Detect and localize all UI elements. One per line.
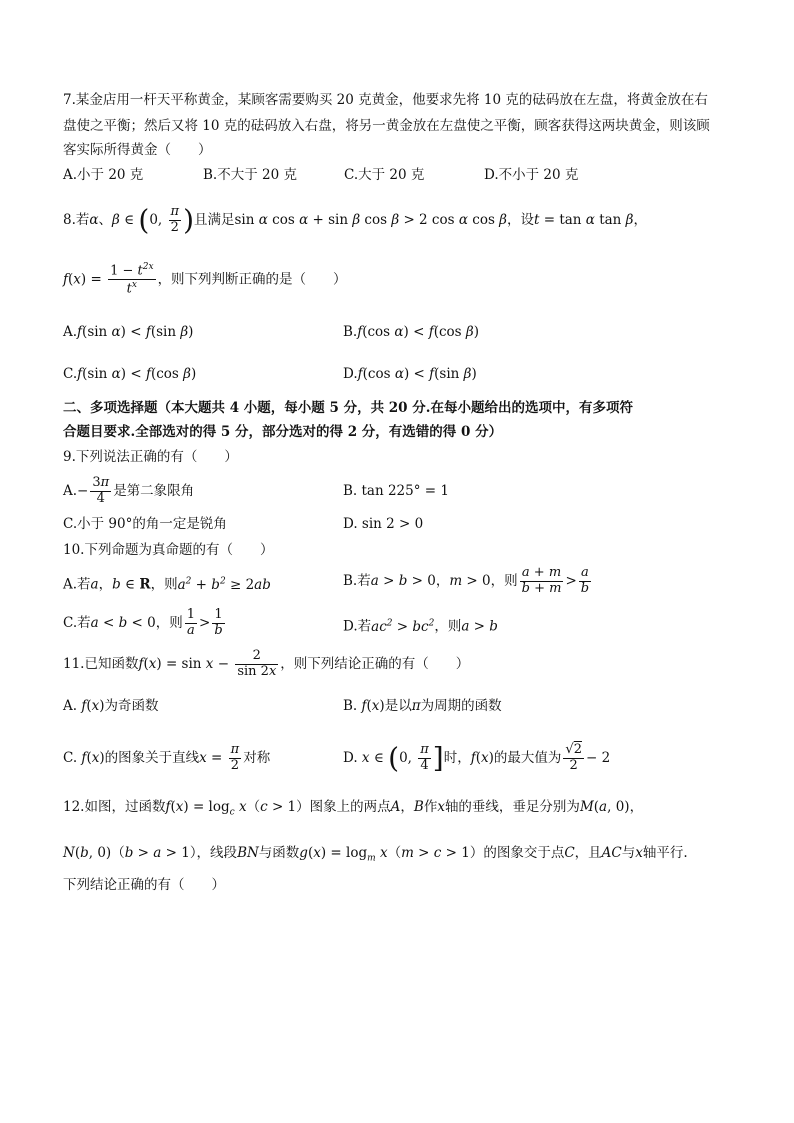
q7-line-2: 盘使之平衡；然后又将 10 克的砝码放入右盘，将另一黄金放在左盘使之平衡，顾客获得这两块黄金，则该顾 xyxy=(63,118,710,134)
q11-stem: 11.已知函数f(x) = sin x − $\frac{2}{\sin 2x}$ ，则下列结论正确的有（ ） xyxy=(63,648,470,679)
q11-option-b: B. f(x)是以π为周期的函数 xyxy=(343,698,502,714)
q9-option-d: D. sin 2 > 0 xyxy=(343,516,424,532)
q8-line-1: 8.若α、β ∈ (0, $\frac{\pi}{2}$ )且满足sin α cos α + sin β cos β > 2 cos α cos β，设t = tan α tan β， xyxy=(63,203,647,237)
q11-option-c: C. f(x)的图象关于直线x = $\frac{\pi}{2}$ 对称 xyxy=(63,742,271,773)
q10-option-d: D.若$ac^2 > bc^2$，则a > b xyxy=(343,618,498,635)
q7-line-3: 客实际所得黄金（ ） xyxy=(63,142,212,158)
q7-option-c: C.大于 20 克 xyxy=(344,167,425,183)
q10-stem: 10.下列命题为真命题的有（ ） xyxy=(63,542,274,558)
q8-option-b: B.f(cos α) < f(cos β) xyxy=(343,324,479,340)
q7-option-b: B.不大于 20 克 xyxy=(203,167,297,183)
q12-line-3: 下列结论正确的有（ ） xyxy=(63,877,225,893)
q12-line-2: N(b, 0)（b > a > 1），线段BN与函数$g(x) = \log_m x(m > c > 1)$的图象交于点C，且AC与x轴平行. xyxy=(63,845,688,864)
q7-options xyxy=(63,165,578,185)
q9-option-b: B. tan 225° = 1 xyxy=(343,483,449,499)
q7-line-1: 7.某金店用一杆天平称黄金，某顾客需要购买 20 克黄金，他要求先将 10 克的砝码放在左盘，将黄金放在右 xyxy=(63,92,708,108)
q9-option-c: C.小于 90°的角一定是锐角 xyxy=(63,516,227,532)
q7-option-d: D.不小于 20 克 xyxy=(484,167,579,183)
q10-option-c: C.若a < b < 0，则 $\frac{1}{a}$ > $\frac{1}{b}$ xyxy=(63,607,223,638)
q11-option-d: D. x ∈ (0, $\frac{\pi}{4}$ ]时，f(x)的最大值为 $\frac{√2}{2}$ − 2 xyxy=(343,741,611,775)
q8-option-d: D.f(cos α) < f(sin β) xyxy=(343,366,477,382)
q9-option-a: A.− $\frac{3\pi}{4}$ 是第二象限角 xyxy=(63,475,195,506)
q8-option-c: C.f(sin α) < f(cos β) xyxy=(63,366,197,382)
q11-option-a: A. f(x)为奇函数 xyxy=(63,698,159,714)
section-2-heading-line-1: 二、多项选择题（本大题共 4 小题，每小题 5 分，共 20 分.在每小题给出的选项中，有多项符 xyxy=(63,400,633,416)
q12-line-1: 12.如图，过函数$f(x) = \log_c x(c > 1)$图象上的两点A，B作x轴的垂线，垂足分别为M(a, 0)， xyxy=(63,799,644,818)
q8-line-2: f(x) = $\frac{1 - t^{2x}}{t^x}$ ，则下列判断正确的是（ ） xyxy=(63,262,347,297)
q9-stem: 9.下列说法正确的有（ ） xyxy=(63,449,238,465)
q8-option-a: A.f(sin α) < f(sin β) xyxy=(63,324,194,340)
section-2-heading-line-2: 合题目要求.全部选对的得 5 分，部分选对的得 2 分，有选错的得 0 分） xyxy=(63,424,503,440)
q7-option-a: A.小于 20 克 xyxy=(63,167,144,183)
q10-option-b: B.若a > b > 0，m > 0，则 $\frac{a + m}{b + m}$ > $\frac{a}{b}$ xyxy=(343,565,590,596)
q10-option-a: A.若a，b ∈ R，则$a^2 + b^2 \ge 2ab$ xyxy=(63,576,271,593)
